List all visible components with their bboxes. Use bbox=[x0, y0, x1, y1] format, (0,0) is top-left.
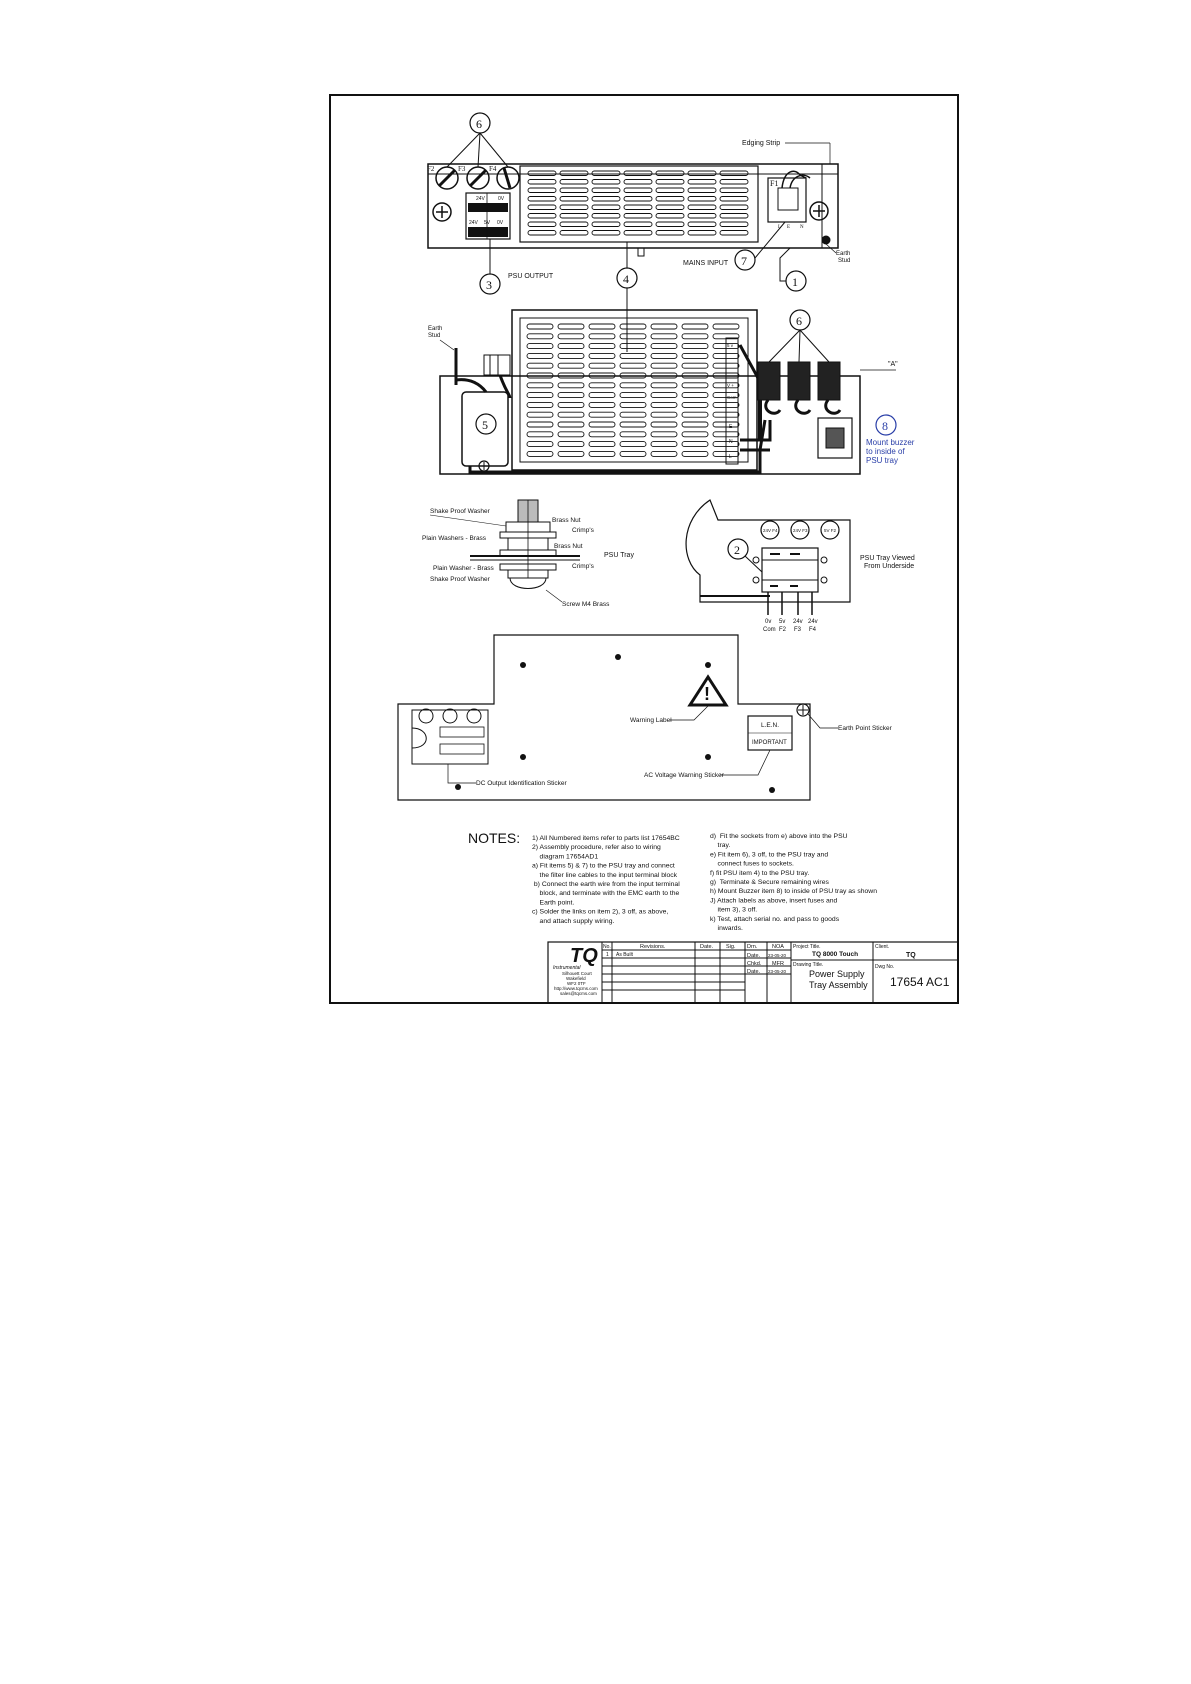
vent-slot bbox=[620, 324, 646, 329]
vent-slot bbox=[560, 222, 588, 227]
vent-slot bbox=[620, 432, 646, 437]
vent-slot bbox=[558, 363, 584, 368]
vent-slot bbox=[527, 324, 553, 329]
vent-slot bbox=[558, 402, 584, 407]
vent-slot bbox=[682, 324, 708, 329]
buzzer-note-1: Mount buzzer bbox=[866, 438, 915, 447]
project-title-label: Project Title. bbox=[793, 944, 821, 950]
vent-slot bbox=[720, 231, 748, 236]
vent-slot bbox=[527, 432, 553, 437]
vent-slot bbox=[682, 363, 708, 368]
vent-slot bbox=[688, 214, 716, 219]
note-line: f) fit PSU item 4) to the PSU tray. bbox=[710, 869, 810, 877]
col-revisions: Revisions. bbox=[640, 944, 666, 950]
wire-2-label-b: F2 bbox=[779, 627, 787, 633]
vent-slot bbox=[560, 180, 588, 185]
vent-slot bbox=[620, 412, 646, 417]
vent-slot bbox=[558, 393, 584, 398]
callout-4: 4 bbox=[623, 272, 629, 286]
rev-1-no: 1 bbox=[606, 952, 609, 958]
fuse-f3-label: F3 bbox=[458, 165, 466, 173]
vent-slot bbox=[624, 205, 652, 210]
vent-slot bbox=[688, 205, 716, 210]
vent-slot bbox=[528, 222, 556, 227]
vent-slot bbox=[656, 188, 684, 193]
side-view bbox=[428, 310, 915, 474]
row-24v-label: 24V bbox=[469, 220, 478, 226]
note-line: tray. bbox=[710, 842, 731, 850]
vent-slot bbox=[592, 231, 620, 236]
screw-label: Screw M4 Brass bbox=[562, 601, 610, 608]
vent-slot bbox=[620, 363, 646, 368]
vent-slot bbox=[651, 353, 677, 358]
note-line: Earth point. bbox=[532, 899, 575, 907]
vent-slot bbox=[624, 222, 652, 227]
vent-slot bbox=[558, 422, 584, 427]
term-0v-label: 0V bbox=[498, 196, 505, 202]
len-l-label: L bbox=[778, 225, 782, 230]
labels-view bbox=[398, 635, 893, 800]
earth-stud-detail bbox=[422, 500, 634, 608]
col-date: Date. bbox=[700, 944, 714, 950]
underside-view bbox=[686, 500, 915, 633]
vent-slot bbox=[713, 324, 739, 329]
vent-slot bbox=[651, 344, 677, 349]
vent-slot bbox=[651, 383, 677, 388]
pin-n-label: N bbox=[729, 439, 733, 445]
fuse-holder-side-1 bbox=[758, 362, 780, 400]
term-24v-label: 24V bbox=[476, 196, 485, 202]
psu-output-label: PSU OUTPUT bbox=[508, 273, 554, 280]
callout-3: 3 bbox=[486, 278, 492, 292]
vent-slot bbox=[592, 214, 620, 219]
vent-slot bbox=[558, 432, 584, 437]
shake-proof-bottom-label: Shake Proof Washer bbox=[430, 576, 490, 583]
vent-slot bbox=[528, 171, 556, 176]
client-value: TQ bbox=[906, 952, 916, 959]
vent-slot bbox=[620, 383, 646, 388]
callout-5: 5 bbox=[482, 418, 488, 432]
wire-3-label-b: F3 bbox=[794, 627, 802, 633]
callout-2: 2 bbox=[734, 543, 740, 557]
vent-slot bbox=[620, 353, 646, 358]
vent-slot bbox=[560, 171, 588, 176]
pin-com-label: Com bbox=[727, 395, 737, 400]
mains-input-label: MAINS INPUT bbox=[683, 260, 729, 267]
len-e-label: E bbox=[787, 225, 791, 230]
drawing-title-label: Drawing Title. bbox=[793, 962, 824, 968]
underside-caption-2: From Underside bbox=[864, 563, 915, 570]
col-no: No. bbox=[603, 944, 611, 950]
vent-slot bbox=[592, 222, 620, 227]
brass-nut-top-label: Brass Nut bbox=[552, 517, 581, 524]
underside-caption-1: PSU Tray Viewed bbox=[860, 555, 915, 562]
vent-slot bbox=[558, 324, 584, 329]
vent-slot bbox=[620, 451, 646, 456]
pin-vv-label: V + bbox=[727, 383, 734, 388]
vent-slot bbox=[688, 222, 716, 227]
vent-slot bbox=[592, 188, 620, 193]
note-line: e) Fit item 6), 3 off, to the PSU tray and bbox=[710, 851, 829, 859]
vent-slot bbox=[624, 171, 652, 176]
callout-8: 8 bbox=[882, 419, 888, 433]
fuse-f1-label: F1 bbox=[770, 179, 779, 188]
vent-slot bbox=[560, 214, 588, 219]
vent-slot bbox=[688, 188, 716, 193]
underside-f2-label: 5V F2 bbox=[824, 528, 837, 533]
pin-5v-label: 5 v bbox=[727, 343, 734, 348]
vent-slot bbox=[656, 197, 684, 202]
grille-top-slots bbox=[528, 171, 748, 235]
vent-slot bbox=[528, 205, 556, 210]
vent-slot bbox=[589, 353, 615, 358]
vent-slot bbox=[527, 353, 553, 358]
vent-slot bbox=[560, 205, 588, 210]
vent-slot bbox=[720, 188, 748, 193]
buzzer-note-3: PSU tray bbox=[866, 456, 899, 465]
vent-slot bbox=[651, 363, 677, 368]
crimps-top-label: Crimp's bbox=[572, 527, 594, 534]
vent-slot bbox=[682, 432, 708, 437]
note-line: inwards. bbox=[710, 925, 743, 932]
note-line: 1) All Numbered items refer to parts list 17654BC bbox=[532, 835, 680, 842]
vent-slot bbox=[589, 422, 615, 427]
note-line: diagram 17654AD1 bbox=[532, 853, 599, 861]
vent-slot bbox=[682, 344, 708, 349]
vent-slot bbox=[682, 422, 708, 427]
vent-slot bbox=[558, 451, 584, 456]
important-label: IMPORTANT bbox=[752, 740, 787, 746]
wire-3-label-a: 24v bbox=[793, 619, 803, 625]
vent-slot bbox=[688, 171, 716, 176]
vent-slot bbox=[720, 222, 748, 227]
vent-slot bbox=[656, 205, 684, 210]
earth-stud-top-label-1: Earth bbox=[836, 251, 851, 257]
vent-slot bbox=[592, 197, 620, 202]
svg-text:!: ! bbox=[704, 684, 710, 704]
vent-slot bbox=[682, 451, 708, 456]
project-title: TQ 8000 Touch bbox=[812, 951, 859, 958]
vent-slot bbox=[558, 353, 584, 358]
vent-slot bbox=[720, 180, 748, 185]
vent-slot bbox=[558, 383, 584, 388]
vent-slot bbox=[528, 180, 556, 185]
label-a: "A" bbox=[888, 361, 898, 368]
vent-slot bbox=[527, 402, 553, 407]
vent-slot bbox=[651, 442, 677, 447]
vent-slot bbox=[589, 442, 615, 447]
vent-slot bbox=[688, 197, 716, 202]
pin-e-label: E bbox=[729, 424, 733, 430]
drawing-title-line-1: Power Supply bbox=[809, 969, 865, 979]
shake-proof-top-label: Shake Proof Washer bbox=[430, 508, 490, 515]
edging-strip-label: Edging Strip bbox=[742, 140, 781, 147]
vent-slot bbox=[527, 442, 553, 447]
vent-slot bbox=[651, 393, 677, 398]
vent-slot bbox=[589, 363, 615, 368]
underside-f4-label: 24V F4 bbox=[763, 528, 778, 533]
note-line: c) Solder the links on item 2), 3 off, as above, bbox=[532, 908, 669, 916]
note-line: connect fuses to sockets. bbox=[710, 860, 794, 868]
earth-point-label: Earth Point Sticker bbox=[838, 725, 892, 732]
wire-4-label-b: F4 bbox=[809, 627, 817, 633]
vent-slot bbox=[589, 412, 615, 417]
vent-slot bbox=[624, 180, 652, 185]
drn-value: NOA bbox=[772, 944, 784, 950]
vent-slot bbox=[527, 422, 553, 427]
vent-slot bbox=[528, 197, 556, 202]
note-line: the filter line cables to the input terminal block bbox=[532, 871, 678, 879]
vent-slot bbox=[589, 324, 615, 329]
address-line-3: WF2 0TF bbox=[567, 981, 586, 986]
note-line: J) Attach labels as above, insert fuses and bbox=[710, 897, 838, 905]
warning-label-text: Warning Label bbox=[630, 717, 672, 724]
vent-slot bbox=[589, 402, 615, 407]
note-line: and attach supply wiring. bbox=[532, 917, 615, 925]
vent-slot bbox=[682, 402, 708, 407]
vent-slot bbox=[682, 353, 708, 358]
vent-slot bbox=[682, 334, 708, 339]
fuse-holder-side-2 bbox=[788, 362, 810, 400]
chkd-label: Chkd. bbox=[747, 961, 762, 967]
psu-connector bbox=[726, 338, 738, 464]
ac-warning-label: AC Voltage Warning Sticker bbox=[644, 772, 724, 779]
fuse-f2-label: F2 bbox=[427, 165, 435, 173]
title-block bbox=[548, 942, 958, 1003]
callout-7: 7 bbox=[741, 254, 747, 268]
vent-slot bbox=[620, 402, 646, 407]
vent-slot bbox=[651, 422, 677, 427]
edging-strip bbox=[822, 164, 838, 248]
vent-slot bbox=[528, 188, 556, 193]
vent-slot bbox=[527, 383, 553, 388]
vent-slot bbox=[688, 231, 716, 236]
vent-slot bbox=[589, 383, 615, 388]
date-2-value: 23-05-20 bbox=[768, 969, 787, 974]
vent-slot bbox=[527, 334, 553, 339]
fuse-holder-side-3 bbox=[818, 362, 840, 400]
vent-slot bbox=[656, 171, 684, 176]
vent-slot bbox=[527, 363, 553, 368]
wire-2-label-a: 5v bbox=[779, 619, 786, 625]
earth-stud-side-label-1: Earth bbox=[428, 326, 443, 332]
vent-slot bbox=[656, 231, 684, 236]
vent-slot bbox=[682, 383, 708, 388]
vent-slot bbox=[620, 334, 646, 339]
vent-slot bbox=[620, 344, 646, 349]
vent-slot bbox=[682, 442, 708, 447]
client-label: Client. bbox=[875, 944, 890, 950]
vent-slot bbox=[558, 344, 584, 349]
vent-slot bbox=[651, 324, 677, 329]
vent-slot bbox=[656, 180, 684, 185]
vent-slot bbox=[624, 231, 652, 236]
vent-slot bbox=[560, 188, 588, 193]
vent-slot bbox=[624, 214, 652, 219]
date-1-label: Date. bbox=[747, 953, 761, 959]
chkd-value: MFR bbox=[772, 961, 784, 967]
vent-slot bbox=[651, 402, 677, 407]
note-line: a) Fit items 5) & 7) to the PSU tray and connect bbox=[532, 862, 675, 870]
vent-slot bbox=[592, 171, 620, 176]
row-0v-label: 0V bbox=[497, 220, 504, 226]
vent-slot bbox=[558, 334, 584, 339]
note-line: 2) Assembly procedure, refer also to wiring bbox=[532, 844, 661, 852]
notes bbox=[468, 830, 877, 932]
vent-slot bbox=[651, 432, 677, 437]
row-5v-label: 5V bbox=[484, 220, 491, 226]
vent-slot bbox=[560, 231, 588, 236]
vent-slot bbox=[720, 205, 748, 210]
company-name: Instrumental bbox=[553, 965, 581, 971]
vent-slot bbox=[682, 412, 708, 417]
notes-left-column bbox=[532, 835, 680, 925]
note-line: d) Fit the sockets from e) above into the PSU bbox=[710, 833, 848, 840]
vent-slot bbox=[558, 442, 584, 447]
vent-slot bbox=[656, 222, 684, 227]
note-line: block, and terminate with the EMC earth to the bbox=[532, 890, 680, 898]
vent-slot bbox=[589, 393, 615, 398]
date-2-label: Date. bbox=[747, 969, 761, 975]
drn-label: Drn. bbox=[747, 944, 758, 950]
vent-slot bbox=[620, 442, 646, 447]
date-1-value: 23-05-20 bbox=[768, 953, 787, 958]
dc-output-label: DC Output Identification Sticker bbox=[476, 780, 567, 787]
callout-1: 1 bbox=[792, 275, 798, 289]
underside-f3-label: 24V F3 bbox=[793, 528, 808, 533]
vent-slot bbox=[651, 412, 677, 417]
address-line-1: Silhouett Court bbox=[562, 971, 592, 976]
vent-slot bbox=[527, 393, 553, 398]
top-view bbox=[427, 113, 850, 352]
vent-slot bbox=[688, 180, 716, 185]
vent-slot bbox=[720, 171, 748, 176]
vent-slot bbox=[651, 334, 677, 339]
vent-slot bbox=[651, 451, 677, 456]
address-line-2: Wakefield bbox=[566, 976, 586, 981]
vent-slot bbox=[558, 412, 584, 417]
note-line: item 3), 3 off. bbox=[710, 906, 758, 914]
address-line-4: http://www.tqcms.com bbox=[554, 986, 598, 991]
vent-slot bbox=[656, 214, 684, 219]
vent-slot bbox=[682, 393, 708, 398]
vent-slot bbox=[589, 432, 615, 437]
rev-1-desc: As Built bbox=[616, 952, 633, 958]
buzzer-note-2: to inside of bbox=[866, 447, 905, 456]
note-line: g) Terminate & Secure remaining wires bbox=[710, 879, 829, 886]
company-logo: TQ bbox=[570, 945, 598, 967]
len-n-label: N bbox=[800, 225, 804, 230]
len-label: L.E.N. bbox=[761, 722, 780, 729]
vent-slot bbox=[592, 180, 620, 185]
drawing-title-line-2: Tray Assembly bbox=[809, 980, 868, 990]
plain-washers-label: Plain Washers - Brass bbox=[422, 535, 487, 542]
wire-1-label-a: 0v bbox=[765, 619, 772, 625]
vent-slot bbox=[624, 188, 652, 193]
vent-slot bbox=[624, 197, 652, 202]
vent-slot bbox=[528, 231, 556, 236]
earth-stud-top-label-2: Stud bbox=[838, 258, 851, 264]
callout-6-mid: 6 bbox=[796, 314, 802, 328]
psu-vent-grille-side bbox=[520, 318, 748, 462]
note-line: k) Test, attach serial no. and pass to goods bbox=[710, 915, 840, 923]
vent-slot bbox=[720, 214, 748, 219]
vent-slot bbox=[527, 412, 553, 417]
vent-slot bbox=[589, 334, 615, 339]
vent-slot bbox=[527, 451, 553, 456]
vent-slot bbox=[620, 422, 646, 427]
vent-slot bbox=[720, 197, 748, 202]
notes-right-column bbox=[710, 833, 877, 932]
earth-stud-side-label-2: Stud bbox=[428, 333, 441, 339]
plain-washer-label: Plain Washer - Brass bbox=[433, 565, 494, 572]
fuse-f4-label: F4 bbox=[489, 165, 497, 173]
note-line: h) Mount Buzzer item 8) to inside of PSU tray as shown bbox=[710, 888, 877, 896]
vent-slot bbox=[589, 344, 615, 349]
earth-stud-top-icon bbox=[822, 236, 830, 244]
psu-tray-label: PSU Tray bbox=[604, 552, 634, 559]
grille-side-slots bbox=[527, 324, 739, 456]
col-sig: Sig. bbox=[726, 944, 736, 950]
wire-4-label-a: 24v bbox=[808, 619, 818, 625]
wire-1-label-b: Com bbox=[763, 627, 776, 633]
vent-slot bbox=[620, 393, 646, 398]
vent-slot bbox=[589, 451, 615, 456]
crimps-bottom-label: Crimp's bbox=[572, 563, 594, 570]
vent-slot bbox=[592, 205, 620, 210]
dwg-no: 17654 AC1 bbox=[890, 975, 950, 989]
address-line-5: sales@tqcms.com bbox=[560, 991, 597, 996]
vent-slot bbox=[560, 197, 588, 202]
notes-heading: NOTES: bbox=[468, 830, 521, 846]
dwg-no-label: Dwg No. bbox=[875, 964, 895, 970]
vent-slot bbox=[528, 214, 556, 219]
note-line: b) Connect the earth wire from the input terminal bbox=[532, 881, 680, 888]
vent-slot bbox=[527, 344, 553, 349]
callout-6-top: 6 bbox=[476, 117, 482, 131]
pin-l-label: L bbox=[729, 454, 732, 460]
brass-nut-mid-label: Brass Nut bbox=[554, 543, 583, 550]
